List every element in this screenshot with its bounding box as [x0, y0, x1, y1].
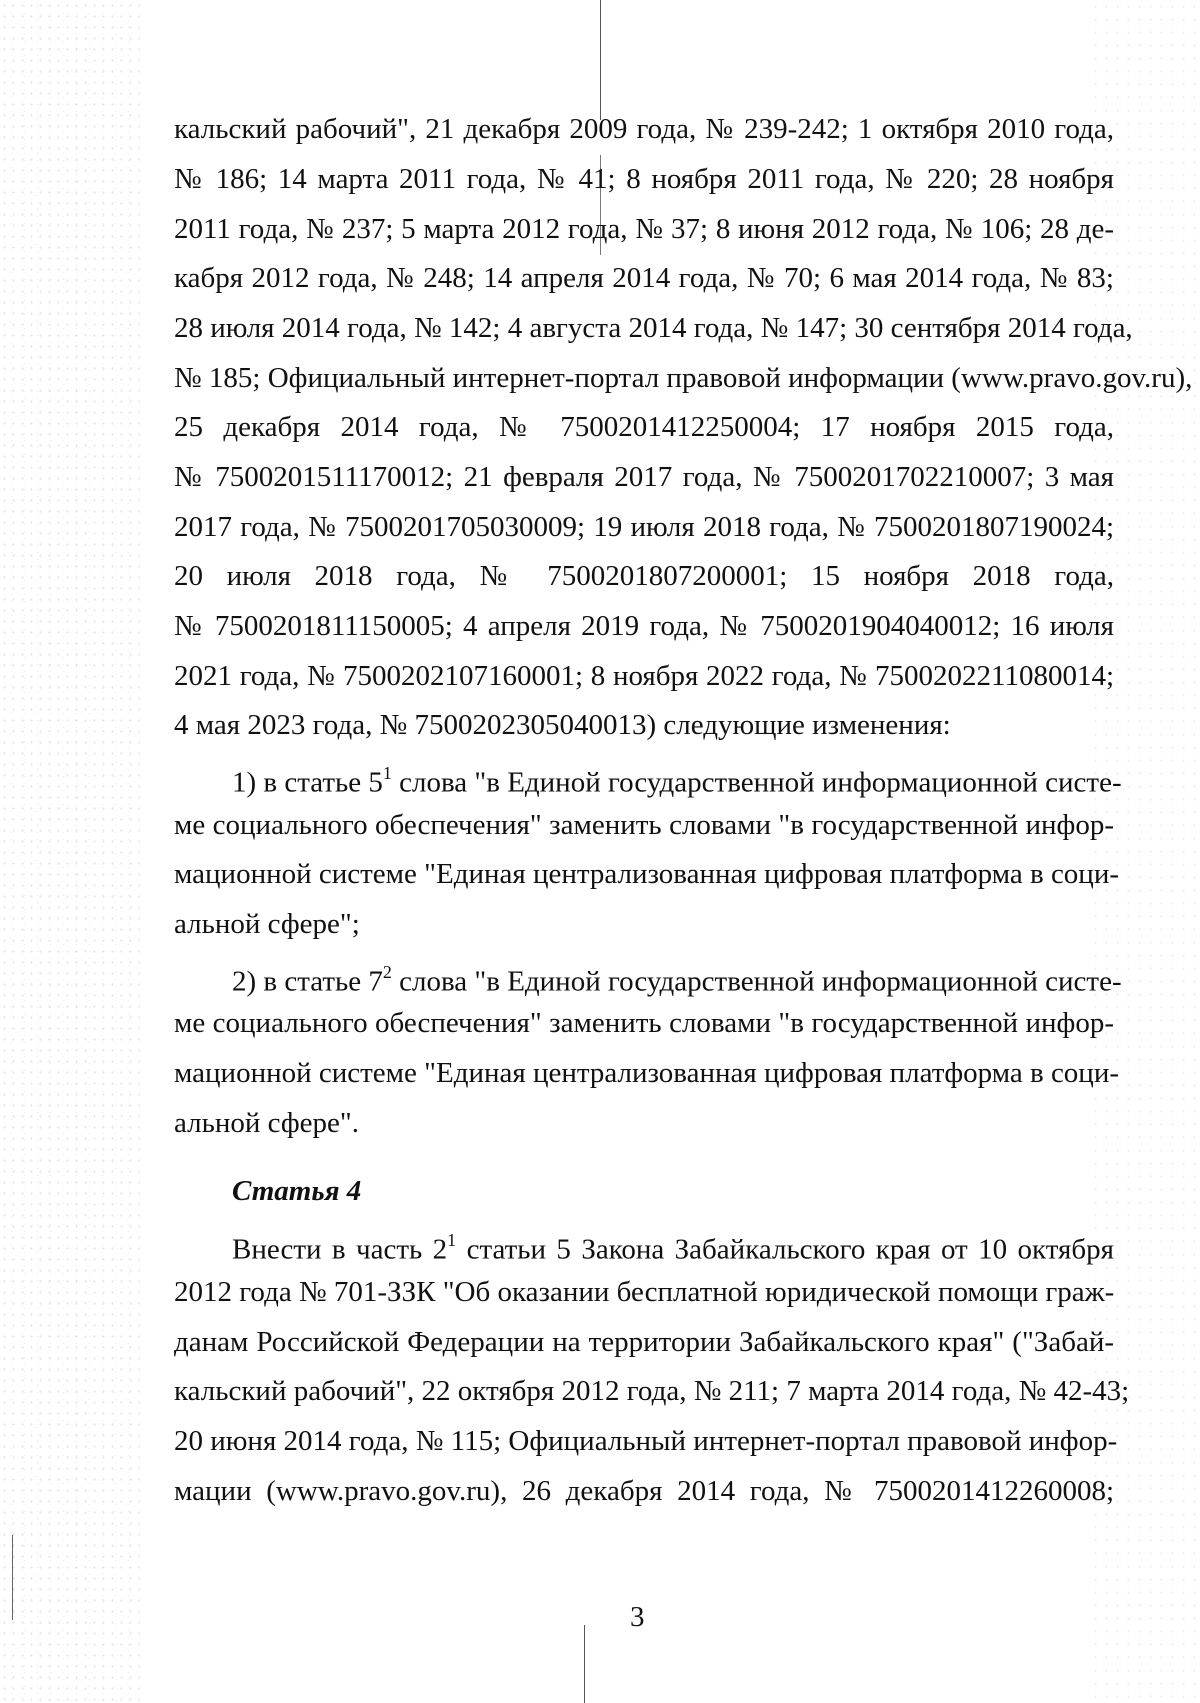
- text-line: 2017 года, № 7500201705030009; 19 июля 2018 года, № 7500201807190024;: [174, 511, 1114, 543]
- text-line: 4 мая 2023 года, № 7500202305040013) следующие изменения:: [174, 709, 951, 741]
- text-line: 2021 года, № 7500202107160001; 8 ноября 2022 года, № 7500202211080014;: [174, 660, 1114, 692]
- text-line: 2011 года, № 237; 5 марта 2012 года, № 37; 8 июня 2012 года, № 106; 28 де-: [174, 213, 1114, 245]
- text-line: № 185; Официальный интернет-портал правовой информации (www.pravo.gov.ru),: [174, 362, 1193, 394]
- article-4-first-line: [232, 1225, 1114, 1267]
- scan-line-left: [12, 1535, 13, 1620]
- page-number: 3: [630, 1601, 645, 1633]
- item-1-first-line: [232, 758, 1122, 800]
- text-line: альной сфере";: [174, 908, 360, 940]
- article-4-heading: Статья 4: [232, 1175, 362, 1207]
- text-line: кальский рабочий", 21 декабря 2009 года, № 239-242; 1 октября 2010 года,: [174, 113, 1114, 145]
- scan-noise-left: [0, 0, 140, 1703]
- item-1-superscript: 1: [382, 763, 392, 783]
- text-line: данам Российской Федерации на территории Забайкальского края" ("Забай-: [174, 1326, 1114, 1358]
- text-line: ме социального обеспечения" заменить словами "в государственной инфор-: [174, 809, 1114, 841]
- text-line: кабря 2012 года, № 248; 14 апреля 2014 года, № 70; 6 мая 2014 года, № 83;: [174, 262, 1114, 294]
- text-line: № 7500201811150005; 4 апреля 2019 года, № 7500201904040012; 16 июля: [174, 610, 1114, 642]
- text-line: альной сфере".: [174, 1107, 359, 1139]
- article-4-rest: статьи 5 Закона Забайкальского края от 10 октября: [456, 1233, 1114, 1266]
- item-2-prefix: 2) в статье 7: [232, 965, 383, 998]
- item-1-prefix: 1) в статье 5: [232, 766, 383, 799]
- text-line: мационной системе "Единая централизованная цифровая платформа в соци-: [174, 858, 1120, 890]
- text-line: 20 июля 2018 года, № 7500201807200001; 15 ноября 2018 года,: [174, 560, 1114, 592]
- text-line: 2012 года № 701-ЗЗК "Об оказании бесплатной юридической помощи граж-: [174, 1276, 1115, 1308]
- scan-line-bottom: [584, 1625, 585, 1703]
- text-line: № 7500201511170012; 21 февраля 2017 года, № 7500201702210007; 3 мая: [174, 461, 1114, 493]
- text-line: 25 декабря 2014 года, № 7500201412250004; 17 ноября 2015 года,: [174, 411, 1114, 443]
- text-line: ме социального обеспечения" заменить словами "в государственной инфор-: [174, 1007, 1114, 1039]
- text-line: мации (www.pravo.gov.ru), 26 декабря 2014 года, № 7500201412260008;: [174, 1475, 1114, 1507]
- item-2-first-line: [232, 957, 1122, 999]
- article-4-superscript: 1: [447, 1230, 457, 1250]
- text-line: 28 июля 2014 года, № 142; 4 августа 2014 года, № 147; 30 сентября 2014 года,: [174, 312, 1133, 344]
- item-2-rest: слова "в Единой государственной информационной систе-: [391, 965, 1122, 998]
- text-line: кальский рабочий", 22 октября 2012 года, № 211; 7 марта 2014 года, № 42-43;: [174, 1375, 1130, 1407]
- text-line: 20 июня 2014 года, № 115; Официальный интернет-портал правовой инфор-: [174, 1425, 1118, 1457]
- item-2-superscript: 2: [382, 962, 392, 982]
- text-line: мационной системе "Единая централизованная цифровая платформа в соци-: [174, 1057, 1120, 1089]
- item-1-rest: слова "в Единой государственной информационной систе-: [391, 766, 1122, 799]
- text-line: № 186; 14 марта 2011 года, № 41; 8 ноября 2011 года, № 220; 28 ноября: [174, 163, 1114, 195]
- article-4-prefix: Внести в часть 2: [232, 1233, 448, 1266]
- scan-line-top: [600, 0, 601, 120]
